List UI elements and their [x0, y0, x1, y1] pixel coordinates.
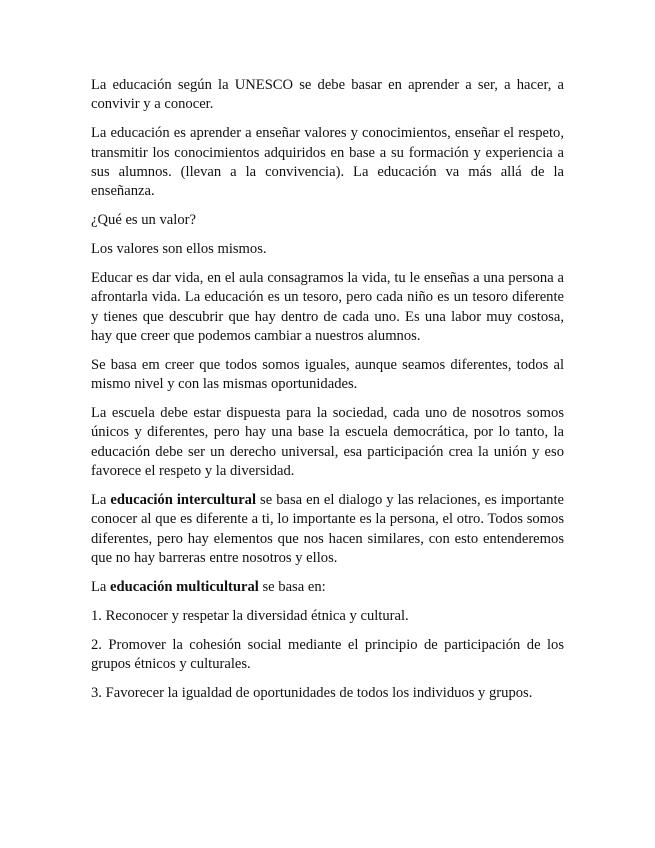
intercultural-post: se basa en el dialogo y las relaciones, es importante conocer al que es diferente a ti, lo importante es la persona, el otro. Todos somos diferentes, pero hay elementos que nos hacen similares, con esto entenderemos que no hay barreras entre nosotros y ellos.	[91, 492, 564, 567]
paragraph-educacion-multicultural	[91, 578, 564, 597]
list-item: 2. Promover la cohesión social mediante el principio de participación de los grupos étnicos y culturales.	[91, 636, 564, 673]
paragraph-unesco: La educación según la UNESCO se debe basar en aprender a ser, a hacer, a convivir y a conocer.	[91, 77, 564, 113]
paragraph-question-valor: ¿Qué es un valor?	[91, 212, 196, 229]
paragraph-educar-es-dar-vida: Educar es dar vida, en el aula consagramos la vida, tu le enseñas a una persona a afrontarla vida. La educación es un tesoro, pero cada niño es un tesoro diferente y tienes que descubrir que hay dentro de cada uno. Es una labor muy costosa, hay que creer que podemos cambiar a nuestros alumnos.	[91, 269, 564, 345]
intercultural-pre: La	[91, 492, 111, 509]
list-item: 3. Favorecer la igualdad de oportunidades de todos los individuos y grupos.	[91, 684, 533, 701]
paragraph-valores: Los valores son ellos mismos.	[91, 241, 267, 258]
paragraph-escuela: La escuela debe estar dispuesta para la sociedad, cada uno de nosotros somos únicos y diferentes, pero hay una base la escuela democrática, por lo tanto, la educación debe ser un derecho universal, esa participación crea la unión y eso favorece el respeto y la diversidad.	[91, 405, 564, 480]
multicultural-term: educación multicultural	[110, 579, 259, 596]
multicultural-post: se basa en:	[258, 579, 326, 596]
paragraph-educacion-intercultural	[91, 491, 564, 569]
paragraph-igualdad: Se basa em creer que todos somos iguales, aunque seamos diferentes, todos al mismo nivel y con las mismas oportunidades.	[91, 356, 564, 393]
document-page	[91, 76, 564, 713]
paragraph-educacion-definicion: La educación es aprender a enseñar valores y conocimientos, enseñar el respeto, transmitir los conocimientos adquiridos en base a su formación y experiencia a sus alumnos. (llevan a la convivencia). La educación va más allá de la enseñanza.	[91, 125, 564, 200]
list-item: 1. Reconocer y respetar la diversidad étnica y cultural.	[91, 607, 409, 624]
intercultural-term: educación intercultural	[110, 492, 257, 509]
multicultural-pre: La	[91, 579, 111, 596]
